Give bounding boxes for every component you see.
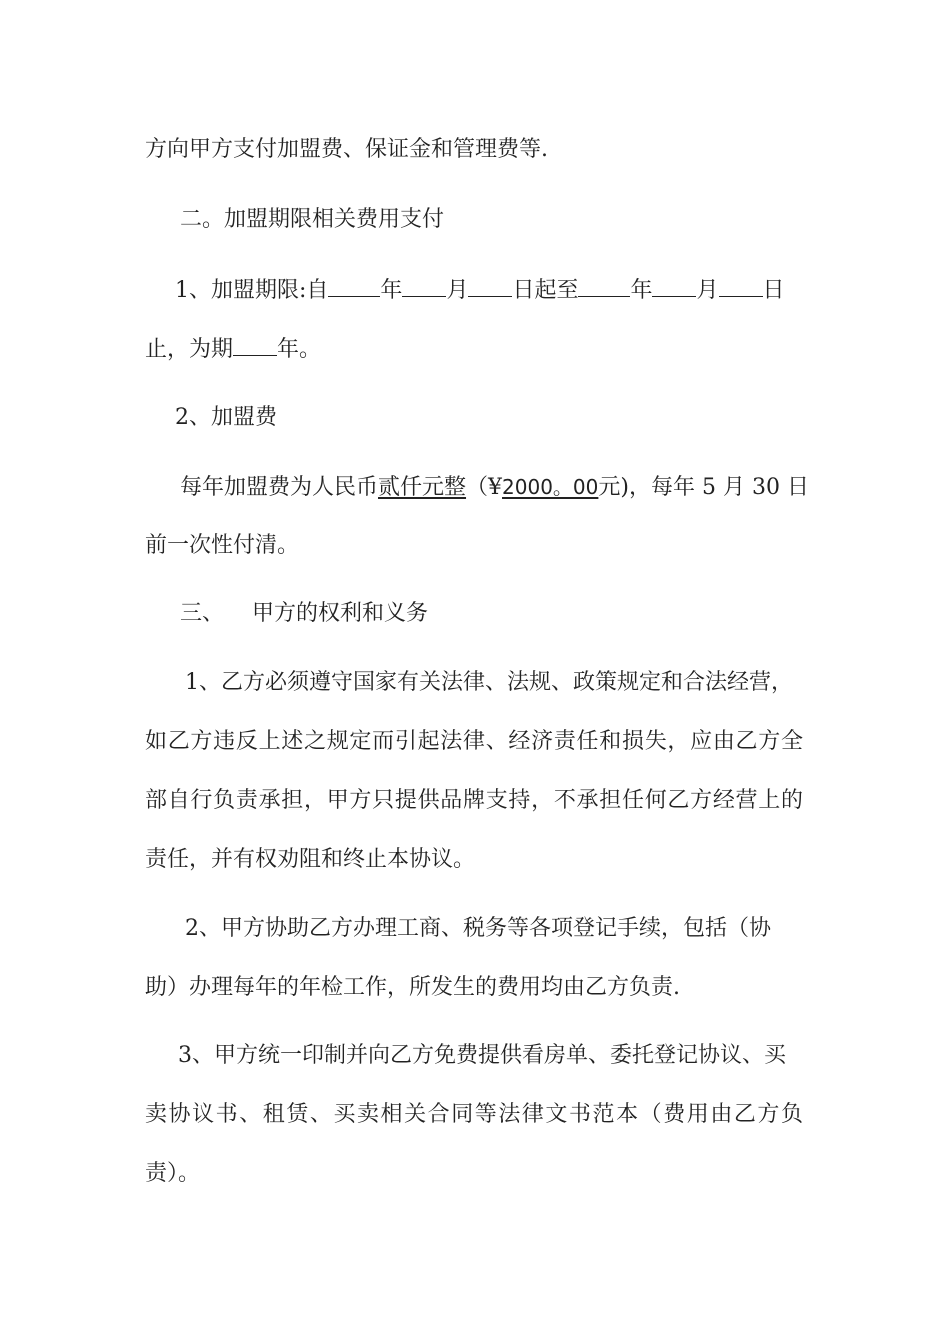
term-tail-b: 年。 [277, 337, 322, 362]
clause-1-line-4: 责任，并有权劝阻和终止本协议。 [145, 847, 476, 872]
clause-1-line-2 [145, 727, 803, 757]
clause-2-line-2: 助）办理每年的年检工作，所发生的费用均由乙方负责. [145, 975, 680, 1000]
fee-paren-open: （¥ [466, 475, 503, 500]
term-year-label: 年 [380, 278, 403, 303]
term-end-year-label: 年 [630, 278, 653, 303]
blank-start-day [468, 276, 512, 297]
blank-end-day [719, 276, 763, 297]
clause-3-line-3: 责）。 [145, 1161, 201, 1186]
clause-1-line-3 [145, 786, 803, 816]
blank-start-year [328, 276, 380, 297]
term-line-1 [175, 276, 785, 306]
fee-line-1 [180, 472, 809, 503]
term-tail-a: 止，为期 [145, 337, 234, 362]
clause-3-line-1: 3、甲方统一印制并向乙方免费提供看房单、委托登记协议、买 [178, 1043, 786, 1068]
clause-1-line-1: 1、乙方必须遵守国家有关法律、法规、政策规定和合法经营， [185, 670, 793, 695]
clause-3-line-2-text: 卖协议书、租赁、买卖相关合同等法律文书范本（费用由乙方负 [145, 1102, 803, 1127]
fee-pre: 每年加盟费为人民币 [180, 475, 379, 500]
intro-line: 方向甲方支付加盟费、保证金和管理费等. [145, 137, 548, 162]
clause-1-line-2-text: 如乙方违反上述之规定而引起法律、经济责任和损失，应由乙方全 [145, 729, 803, 754]
term-lead: 1、加盟期限:自 [175, 278, 329, 303]
fee-line-2: 前一次性付清。 [145, 533, 300, 558]
fee-amount-cn: 贰仟元整 [378, 475, 467, 500]
term-day-from-label: 日起至 [512, 278, 579, 303]
section-2-title: 二。加盟期限相关费用支付 [180, 207, 445, 232]
blank-period-years [233, 335, 277, 356]
fee-unit: 元)，每年 5 月 30 日 [598, 475, 809, 500]
term-month-label: 月 [446, 278, 469, 303]
term-end-month-label: 月 [696, 278, 719, 303]
blank-end-year [578, 276, 630, 297]
term-line-2 [145, 335, 321, 365]
fee-amount-num: 2000。00 [502, 475, 599, 499]
clause-1-line-3-text: 部自行负责承担，甲方只提供品牌支持，不承担任何乙方经营上的 [145, 788, 803, 813]
clause-3-line-2 [145, 1100, 803, 1130]
fee-heading: 2、加盟费 [175, 405, 277, 430]
blank-start-month [402, 276, 446, 297]
clause-2-line-1: 2、甲方协助乙方办理工商、税务等各项登记手续，包括（协 [185, 916, 771, 941]
term-end-day-label: 日 [762, 278, 785, 303]
blank-end-month [652, 276, 696, 297]
section-3-title: 三、 甲方的权利和义务 [180, 601, 428, 626]
